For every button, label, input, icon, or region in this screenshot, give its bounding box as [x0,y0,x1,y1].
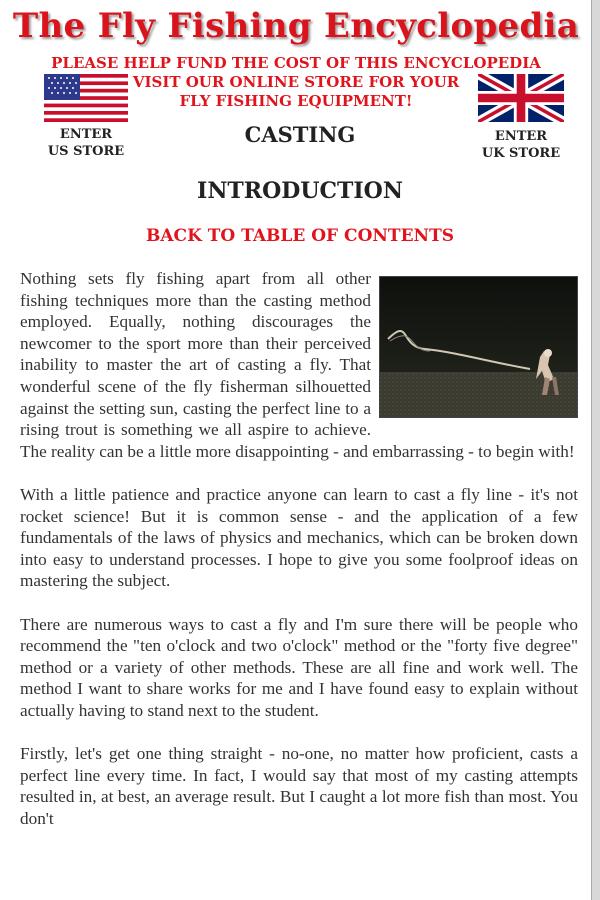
article-paragraph: Firstly, let's get one thing straight - no-one, no matter how proficient, casts a perfect line every time. In fact, I would say that most of my casting attempts resulted in, at best, an average result. But I caught a lot more fish than most. You don't [20,744,578,828]
back-to-contents-link[interactable]: BACK TO TABLE OF CONTENTS [145,226,455,246]
article-paragraph: With a little patience and practice anyone can learn to cast a fly line - it's not rocket science! But it is common sense - and the application of a few fundamentals of the laws of physics and mechanics, which can be broken down into easy to understand processes. I hope to give you some foolproof ideas on mastering the subject. [20,484,578,591]
uk-store-line-2: UK STORE [481,146,561,161]
uk-store-line-1: ENTER [494,129,548,144]
store-notice-line-1: VISIT OUR ONLINE STORE FOR YOUR [132,73,460,91]
subsection-title: INTRODUCTION [197,178,403,204]
store-notice-line-2: FLY FISHING EQUIPMENT! [179,92,413,110]
section-title: CASTING [244,122,356,147]
article-paragraph [20,268,578,462]
uk-flag-icon[interactable] [478,74,564,122]
article-paragraph-1-text: Nothing sets fly fishing apart from all other fishing techniques more than the casting method employed. Equally, nothing discourages the newcomer to the sport more than their perceived inability to master the art of casting a fly. That wonderful scene of the fly fisherman silhouetted against the setting sun, casting the perfect line to a rising trout is something we all aspire to achieve. The reality can be a little more disappointing - and embarrassing - to begin with! [20,269,575,461]
us-store-line-1: ENTER [59,127,113,142]
us-flag-icon[interactable] [44,74,128,122]
article-paragraph: There are numerous ways to cast a fly and I'm sure there will be people who recommend the "ten o'clock and two o'clock" method or the "forty five degree" method or a variety of other methods. These are all fine and work well. The method I want to share works for me and I have found easy to explain without actually having to stand next to the student. [20,614,578,720]
fund-notice: PLEASE HELP FUND THE COST OF THIS ENCYCLOPEDIA [51,54,541,72]
site-title: The Fly Fishing Encyclopedia [12,6,580,46]
article-body [20,268,578,851]
fly-casting-photo [379,276,578,418]
us-store-line-2: US STORE [47,144,125,159]
